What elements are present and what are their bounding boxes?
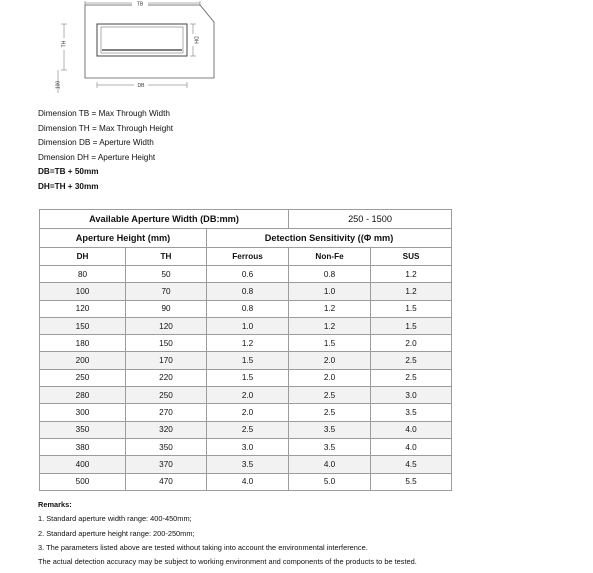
table-cell: 3.0 [371, 387, 452, 404]
table-cell: 280 [40, 387, 126, 404]
table-row [40, 335, 452, 352]
side-label: 100 [55, 80, 62, 90]
definition-db: Dimension DB = Aperture Width [38, 138, 154, 148]
col-ferrous: Ferrous [207, 248, 289, 266]
table-cell: 200 [40, 352, 126, 369]
table-cell: 3.5 [371, 404, 452, 421]
table-cell: 380 [40, 438, 126, 455]
table-cell: 220 [126, 369, 207, 386]
col-th: TH [126, 248, 207, 266]
table-row [40, 369, 452, 386]
col-nonfe: Non-Fe [289, 248, 371, 266]
table-cell: 1.0 [207, 317, 289, 334]
table-row [40, 456, 452, 473]
formula-dh: DH=TH + 30mm [38, 181, 99, 191]
table-cell: 50 [126, 266, 207, 283]
table-cell: 120 [126, 317, 207, 334]
definition-tb: Dimension TB = Max Through Width [38, 109, 170, 118]
table-cell: 1.5 [371, 300, 452, 317]
remarks [38, 498, 417, 569]
table-cell: 1.2 [371, 266, 452, 283]
table-cell: 300 [40, 404, 126, 421]
remark-4: The actual detection accuracy may be subject to working environment and components of the products to be tested. [38, 557, 417, 567]
table-cell: 2.0 [289, 369, 371, 386]
table-cell: 1.2 [207, 335, 289, 352]
remark-2: 2. Standard aperture height range: 200-250mm; [38, 528, 195, 538]
table-cell: 370 [126, 456, 207, 473]
definition-th: Dimension TH = Max Through Height [38, 123, 174, 133]
table-cell: 2.0 [371, 335, 452, 352]
table-cell: 170 [126, 352, 207, 369]
aperture-width-label: Available Aperture Width (DB:mm) [40, 210, 289, 229]
table-cell: 0.6 [207, 266, 289, 283]
table-cell: 2.0 [207, 404, 289, 421]
table-cell: 70 [126, 283, 207, 300]
table-cell: 1.2 [289, 317, 371, 334]
column-headers [40, 248, 452, 266]
aperture-outline [97, 24, 187, 56]
sensitivity-table [39, 209, 452, 491]
table-row [40, 283, 452, 300]
table-cell: 350 [126, 438, 207, 455]
header-row [40, 229, 452, 248]
table-body [40, 266, 452, 491]
col-sus: SUS [371, 248, 452, 266]
col-dh: DH [40, 248, 126, 266]
dimension-definitions [38, 107, 173, 195]
table-cell: 1.5 [207, 369, 289, 386]
table-cell: 1.2 [371, 283, 452, 300]
table-row [40, 421, 452, 438]
table-cell: 150 [40, 317, 126, 334]
table-cell: 270 [126, 404, 207, 421]
table-cell: 250 [40, 369, 126, 386]
table-cell: 470 [126, 473, 207, 490]
table-cell: 180 [40, 335, 126, 352]
table-row [40, 300, 452, 317]
table-cell: 1.2 [289, 300, 371, 317]
table-cell: 2.5 [371, 369, 452, 386]
table-cell: 0.8 [207, 283, 289, 300]
table-cell: 100 [40, 283, 126, 300]
aperture-width-value: 250 - 1500 [289, 210, 452, 229]
remarks-title: Remarks: [38, 500, 72, 509]
table-cell: 3.5 [289, 438, 371, 455]
db-label: DB [137, 83, 145, 89]
table-cell: 4.0 [371, 438, 452, 455]
remark-1: 1. Standard aperture width range: 400-450mm; [38, 514, 192, 524]
table-cell: 250 [126, 387, 207, 404]
table-cell: 3.0 [207, 438, 289, 455]
table-cell: 400 [40, 456, 126, 473]
remark-3: 3. The parameters listed above are tested without taking into account the environmental interference. [38, 542, 368, 552]
table-cell: 2.5 [371, 352, 452, 369]
table-cell: 1.0 [289, 283, 371, 300]
table-cell: 90 [126, 300, 207, 317]
table-cell: 5.5 [371, 473, 452, 490]
table-cell: 120 [40, 300, 126, 317]
formula-db: DB=TB + 50mm [38, 167, 99, 177]
table-row [40, 317, 452, 334]
table-cell: 2.5 [207, 421, 289, 438]
table-cell: 1.5 [289, 335, 371, 352]
definition-dh: Dmension DH = Aperture Height [38, 152, 156, 162]
aperture-width-row [40, 210, 452, 229]
table-cell: 80 [40, 266, 126, 283]
tb-label: TB [136, 1, 144, 8]
table-cell: 3.5 [289, 421, 371, 438]
table-cell: 2.5 [289, 387, 371, 404]
table-row [40, 266, 452, 283]
table-cell: 3.5 [207, 456, 289, 473]
table-cell: 0.8 [207, 300, 289, 317]
table-cell: 2.0 [289, 352, 371, 369]
aperture-height-label: Aperture Height (mm) [40, 229, 207, 248]
table-cell: 2.5 [289, 404, 371, 421]
dh-label: DH [192, 36, 199, 44]
th-label: TH [61, 40, 68, 48]
table-row [40, 438, 452, 455]
table-cell: 350 [40, 421, 126, 438]
table-cell: 320 [126, 421, 207, 438]
table-cell: 4.5 [371, 456, 452, 473]
sensitivity-label: Detection Sensitivity ((Φ mm) [207, 229, 452, 248]
table-cell: 5.0 [289, 473, 371, 490]
table-cell: 150 [126, 335, 207, 352]
table-cell: 1.5 [371, 317, 452, 334]
table-cell: 2.0 [207, 387, 289, 404]
table-row [40, 387, 452, 404]
table-cell: 4.0 [371, 421, 452, 438]
table-cell: 500 [40, 473, 126, 490]
table-row [40, 404, 452, 421]
aperture-dimension-diagram [52, 0, 227, 95]
table-row [40, 352, 452, 369]
table-cell: 0.8 [289, 266, 371, 283]
table-cell: 1.5 [207, 352, 289, 369]
table-cell: 4.0 [207, 473, 289, 490]
table-cell: 4.0 [289, 456, 371, 473]
table-row [40, 473, 452, 490]
